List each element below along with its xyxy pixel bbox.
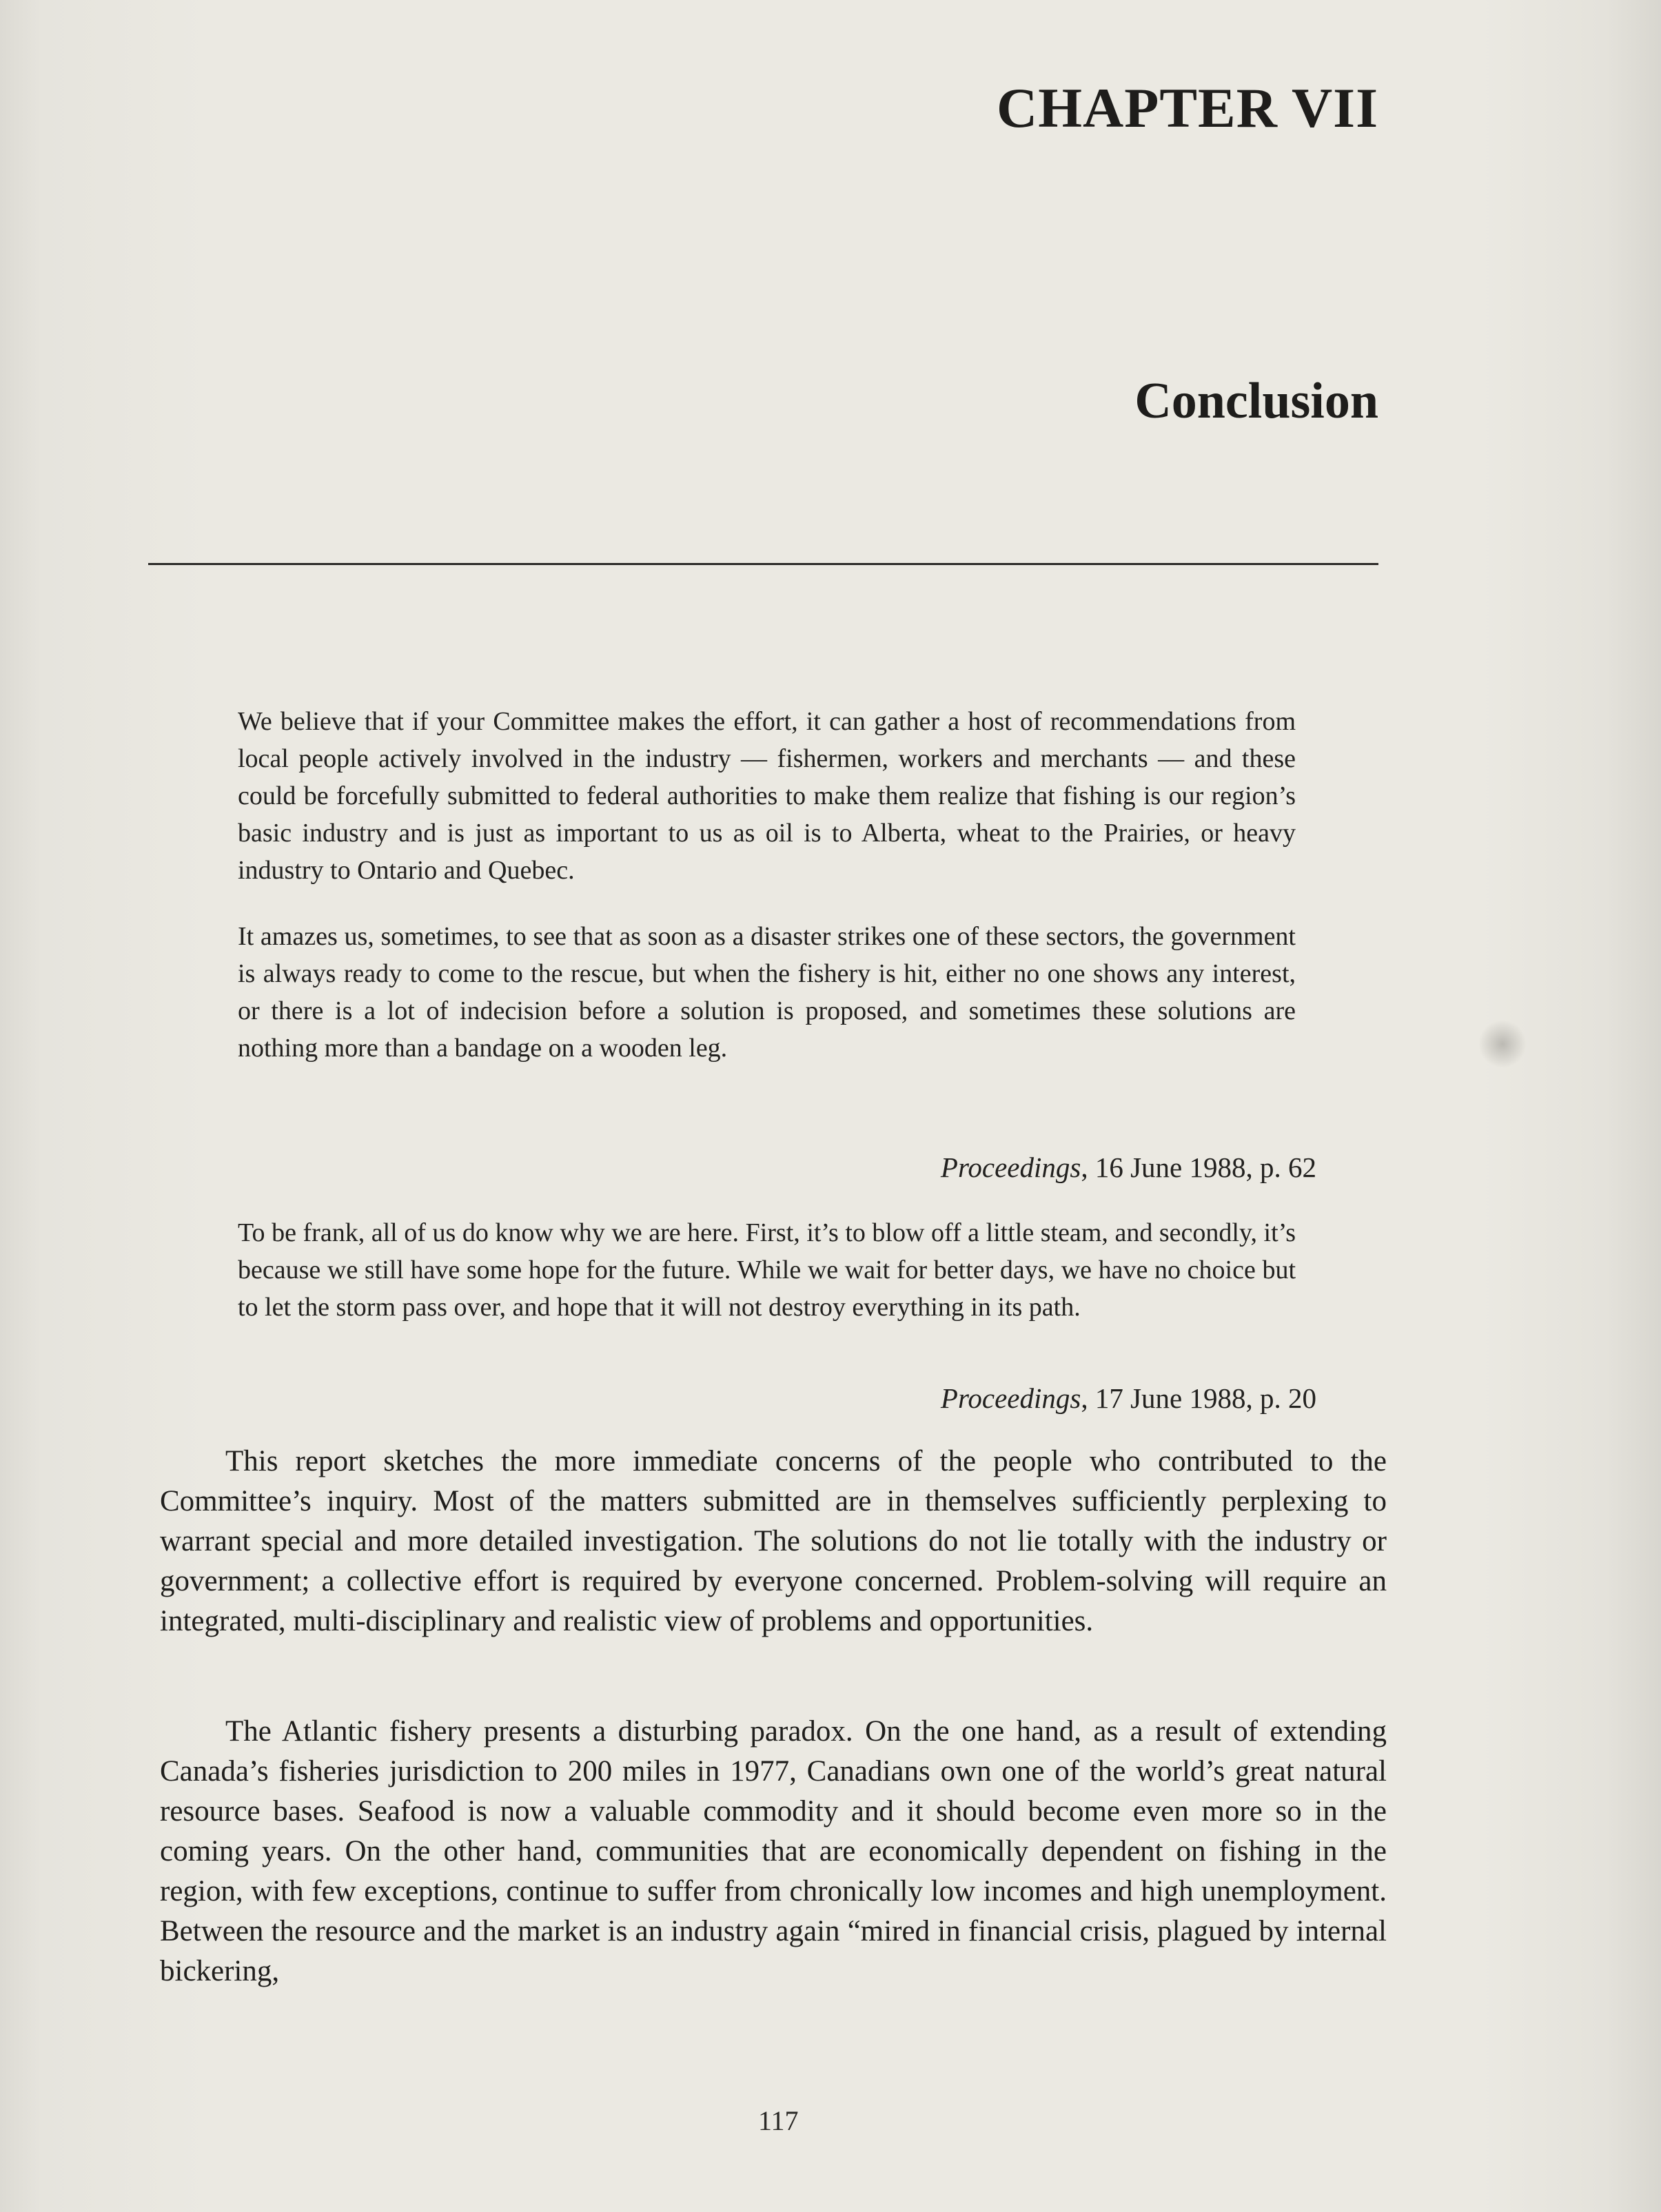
quote-citation-2 — [941, 1382, 1316, 1415]
body-text: The Atlantic fishery presents a disturbing paradox. On the one hand, as a result of extending Canada’s fisheries jurisdiction to 200 miles in 1977, Canadians own one of the world’s great natural resource bases. Seafood is now a valuable commodity and it should become even more so in the coming years. On the other hand, communities that are economically dependent on fishing in the region, with few exceptions, continue to suffer from chronically low incomes and high unemployment. Between the resource and the market is an industry again “mired in financial crisis, plagued by internal bickering, — [160, 1715, 1387, 1987]
page-title: Conclusion — [1134, 373, 1378, 429]
quote-paragraph: It amazes us, sometimes, to see that as soon as a disaster strikes one of these sectors, the government is always ready to come to the rescue, but when the fishery is hit, either no one shows any interest, or there is a lot of indecision before a solution is proposed, and sometimes these solutions are nothing more than a bandage on a wooden leg. — [238, 922, 1296, 1063]
quote-paragraph: To be frank, all of us do know why we are here. First, it’s to blow off a little steam, and secondly, it’s because we still have some hope for the future. While we wait for better days, we have no choice but to let the storm pass over, and hope that it will not destroy everything in its path. — [238, 1218, 1296, 1322]
body-text: This report sketches the more immediate concerns of the people who contributed to the Committee’s inquiry. Most of the matters submitted are in themselves sufficiently perplexing to warrant special and more detailed investigation. The solutions do not lie totally with the industry or government; a collective effort is required by everyone concerned. Problem-solving will require an integrated, multi-disciplinary and realistic view of problems and opportunities. — [160, 1445, 1387, 1637]
citation-title: Proceedings — [940, 1151, 1081, 1183]
quote-citation-1 — [941, 1151, 1316, 1184]
quote-block-1 — [238, 703, 1296, 1067]
chapter-heading: CHAPTER VII — [997, 76, 1378, 139]
body-paragraph-1 — [160, 1442, 1387, 1641]
citation-detail: , 17 June 1988, p. 20 — [1081, 1382, 1316, 1414]
title-rule — [148, 563, 1378, 565]
citation-title: Proceedings — [940, 1382, 1081, 1414]
citation-detail: , 16 June 1988, p. 62 — [1081, 1151, 1316, 1183]
body-paragraph-2 — [160, 1712, 1387, 1991]
page-number: 117 — [758, 2105, 799, 2136]
quote-paragraph: We believe that if your Committee makes the effort, it can gather a host of recommendations from local people actively involved in the industry — fishermen, workers and merchants — and these could be forcefully submitted to federal authorities to make them realize that fishing is our region’s basic industry and is just as important to us as oil is to Alberta, wheat to the Prairies, or heavy industry to Ontario and Quebec. — [238, 707, 1296, 885]
quote-block-2 — [238, 1214, 1296, 1326]
scan-smudge — [1478, 1020, 1527, 1068]
